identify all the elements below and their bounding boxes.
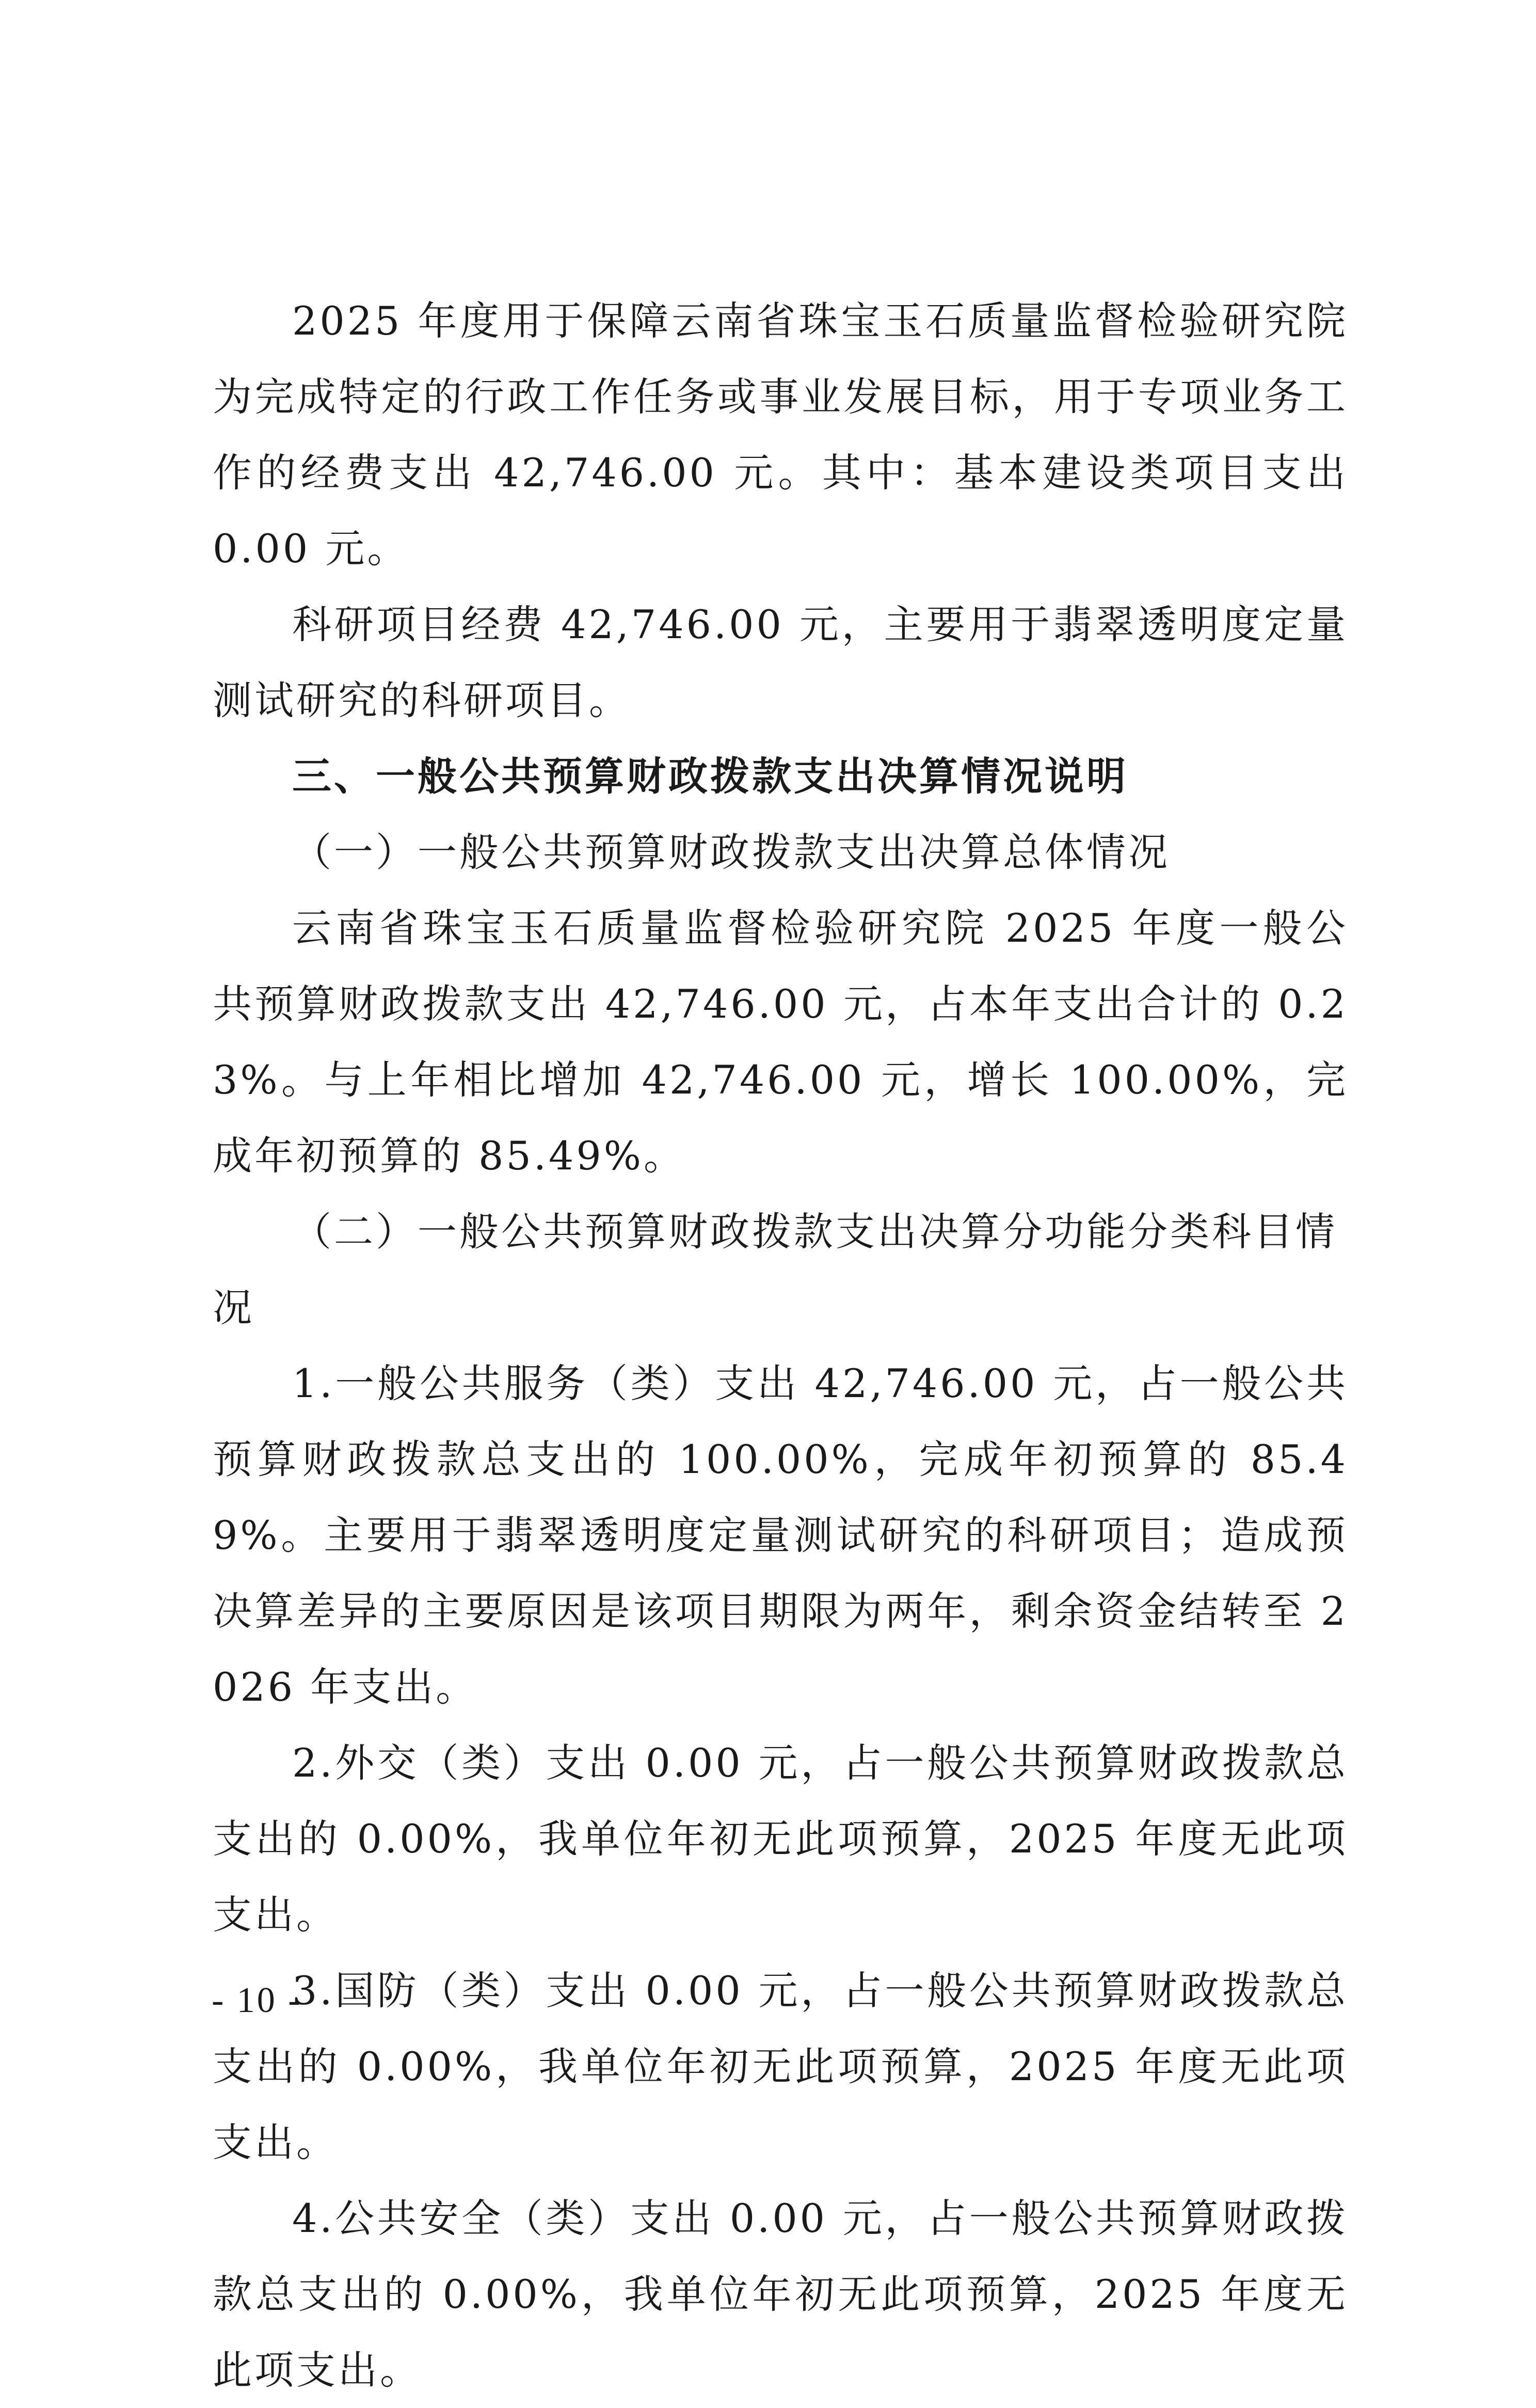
subsection-heading-2: （二）一般公共预算财政拨款支出决算分功能分类科目情况 — [213, 1209, 1337, 1330]
paragraph-item-1-general-public-services: 1.一般公共服务（类）支出 42,746.00 元，占一般公共预算财政拨款总支出的 100.00%，完成年初预算的 85.49%。主要用于翡翠透明度定量测试研究的科研项目；造成预决算差异的主要原因是该项目期限为两年，剩余资金结转至 2026 年支出。 — [213, 1360, 1348, 1710]
paragraph-item-2-diplomacy: 2.外交（类）支出 0.00 元，占一般公共预算财政拨款总支出的 0.00%，我单位年初无此项预算，2025 年度无此项支出。 — [213, 1740, 1348, 1938]
page-number: - 10 - — [212, 1981, 302, 2020]
paragraph-research-funds: 科研项目经费 42,746.00 元，主要用于翡翠透明度定量测试研究的科研项目。 — [213, 601, 1348, 723]
subsection-heading-1: （一）一般公共预算财政拨款支出决算总体情况 — [292, 829, 1170, 875]
paragraph-item-3-defense: 3.国防（类）支出 0.00 元，占一般公共预算财政拨款总支出的 0.00%，我单位年初无此项预算，2025 年度无此项支出。 — [213, 1968, 1348, 2165]
paragraph-project-expenditure: 2025 年度用于保障云南省珠宝玉石质量监督检验研究院为完成特定的行政工作任务或事业发展目标，用于专项业务工作的经费支出 42,746.00 元。其中：基本建设类项目支出 0.00 元。 — [213, 298, 1348, 572]
section-heading-3: 三、一般公共预算财政拨款支出决算情况说明 — [292, 753, 1128, 799]
paragraph-overall-expenditure: 云南省珠宝玉石质量监督检验研究院 2025 年度一般公共预算财政拨款支出 42,746.00 元，占本年支出合计的 0.23%。与上年相比增加 42,746.00 元，增长 100.00%，完成年初预算的 85.49%。 — [213, 905, 1348, 1179]
paragraph-item-4-public-security: 4.公共安全（类）支出 0.00 元，占一般公共预算财政拨款总支出的 0.00%，我单位年初无此项预算，2025 年度无此项支出。 — [213, 2195, 1348, 2393]
document-body — [213, 283, 1348, 2408]
